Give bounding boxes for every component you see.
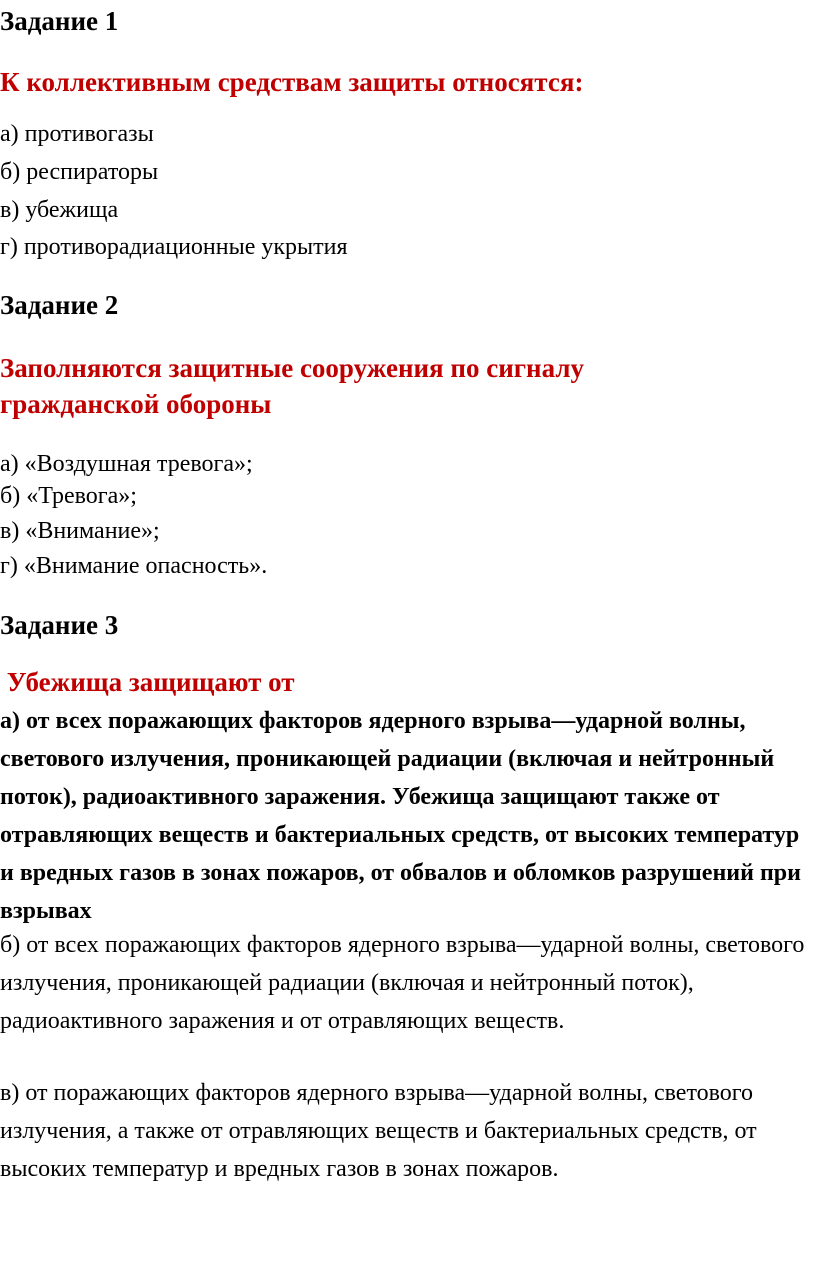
- task-1-option-d: г) противорадиационные укрытия: [0, 234, 348, 260]
- task-1-option-a: а) противогазы: [0, 121, 154, 147]
- task-2-question: Заполняются защитные сооружения по сигналу гражданской обороны: [0, 353, 584, 419]
- task-2-heading: Задание 2: [0, 290, 119, 320]
- task-2-option-c: в) «Внимание»;: [0, 518, 160, 544]
- task-2-option-a: а) «Воздушная тревога»;: [0, 451, 253, 477]
- task-3-option-a: а) от всех поражающих факторов ядерного взрыва—ударной волны, светового излучения, проникающей радиации (включая и нейтронный поток), радиоактивного заражения. Убежища защищают также от отравляющих веществ и бактериальных средств, от высоких температур и вредных газов в зонах пожаров, от обвалов и обломков разрушений при взрывах: [0, 708, 801, 924]
- task-3-question: Убежища защищают от: [0, 667, 295, 697]
- task-2-option-b: б) «Тревога»;: [0, 483, 137, 509]
- task-2-option-d: г) «Внимание опасность».: [0, 553, 268, 579]
- task-3-option-c: в) от поражающих факторов ядерного взрыва—ударной волны, светового излучения, а также от отравляющих веществ и бактериальных средств, от высоких температур и вредных газов в зонах пожаров.: [0, 1080, 757, 1182]
- task-3-option-b: б) от всех поражающих факторов ядерного взрыва—ударной волны, светового излучения, проникающей радиации (включая и нейтронный поток), радиоактивного заражения и от отравляющих веществ.: [0, 932, 805, 1034]
- task-1-option-c: в) убежища: [0, 197, 119, 223]
- task-1-option-b: б) респираторы: [0, 159, 159, 185]
- task-1-question: К коллективным средствам защиты относятся:: [0, 67, 584, 97]
- task-3-heading: Задание 3: [0, 610, 119, 640]
- task-1-heading: Задание 1: [0, 6, 119, 36]
